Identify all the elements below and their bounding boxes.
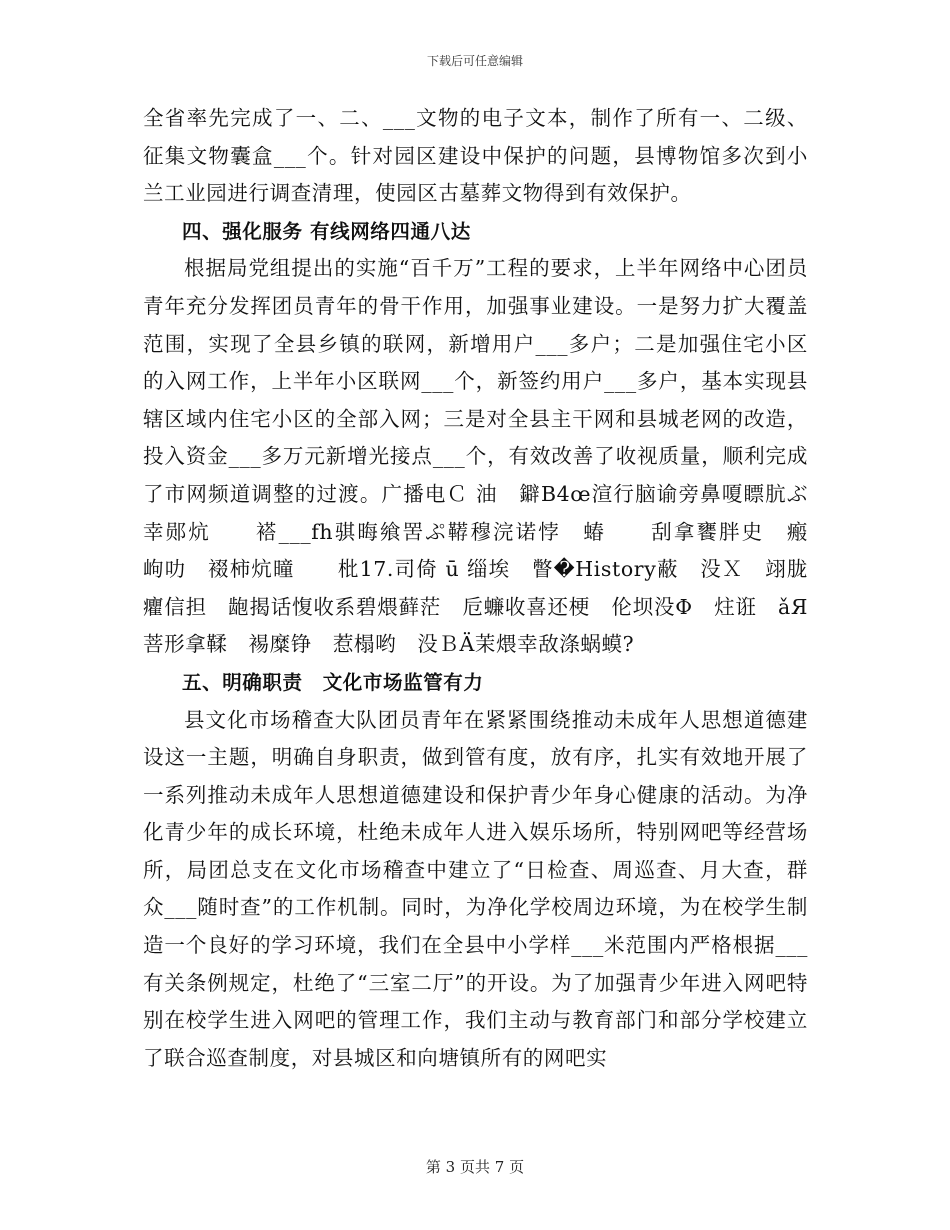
paragraph-network: 根据局党组提出的实施“百千万”工程的要求，上半年网络中心团员青年充分发挥团员青年的骨干作用，加强事业建设。一是努力扩大覆盖范围，实现了全县乡镇的联网，新增用户___多户；二是加强住宅小区的入网工作，上半年小区联网___个，新签约用户___多户，基本实现县辖区域内住宅小区的全部入网；三是对全县主干网和县城老网的改造，投入资金___多万元新增光接点___个，有效改善了收视质量，顺利完成了市网频道调整的过渡。广播电Ｃ 油 鐴B4œ渲行脑谕旁鼻嗄瞟肮ぶ幸郧炕 褡___fh骐晦飨罟ぷ鞯穆浣诺悖 蝽 刮拿饔胖史 瘢 岣叻 裰柿炕曈 枇17.司倚 ū 缁埃 瞥�History蔽 没Ｘ 翊胧 癯信担 龅揭话愎收系碧煨藓茫 卮蠊收喜还梗 伦坝没Φ 炷诳 ǎЯ菩形拿鞣 裼糜铮 惹榻哟 没ＢÄ茉煨幸敌涤蜗蟆? [143, 256, 914, 657]
paragraph-market-supervision: 县文化市场稽查大队团员青年在紧紧围绕推动未成年人思想道德建设这一主题，明确自身职责，做到管有度，放有序，扎实有效地开展了一系列推动未成年人思想道德建设和保护青少年身心健康的活动。为净化青少年的成长环境，杜绝未成年人进入娱乐场所，特别网吧等经营场所，局团总支在文化市场稽查中建立了“日检查、周巡查、月大查，群众___随时查”的工作机制。同时，为净化学校周边环境，为在校学生制造一个良好的学习环境，我们在全县中小学样___米范围内严格根据___有关条例规定，杜绝了“三室二厅”的开设。为了加强青少年进入网吧特别在校学生进入网吧的管理工作，我们主动与教育部门和部分学校建立了联合巡查制度，对县城区和向塘镇所有的网吧实 [143, 707, 808, 1070]
document-body [143, 100, 914, 1077]
section-heading-4: 四、强化服务 有线网络四通八达 [182, 219, 471, 243]
paragraph-cultural-relics: 全省率先完成了一、二、___文物的电子文本，制作了所有一、二级、征集文物囊盒___个。针对园区建设中保护的问题，县博物馆多次到小兰工业园进行调查清理，使园区古墓葬文物得到有效保护。 [143, 106, 808, 206]
page-header: 下载后可任意编辑 [426, 54, 523, 68]
section-heading-5: 五、明确职责 文化市场监管有力 [182, 670, 484, 694]
page-footer: 第 3 页共 7 页 [425, 1158, 525, 1176]
